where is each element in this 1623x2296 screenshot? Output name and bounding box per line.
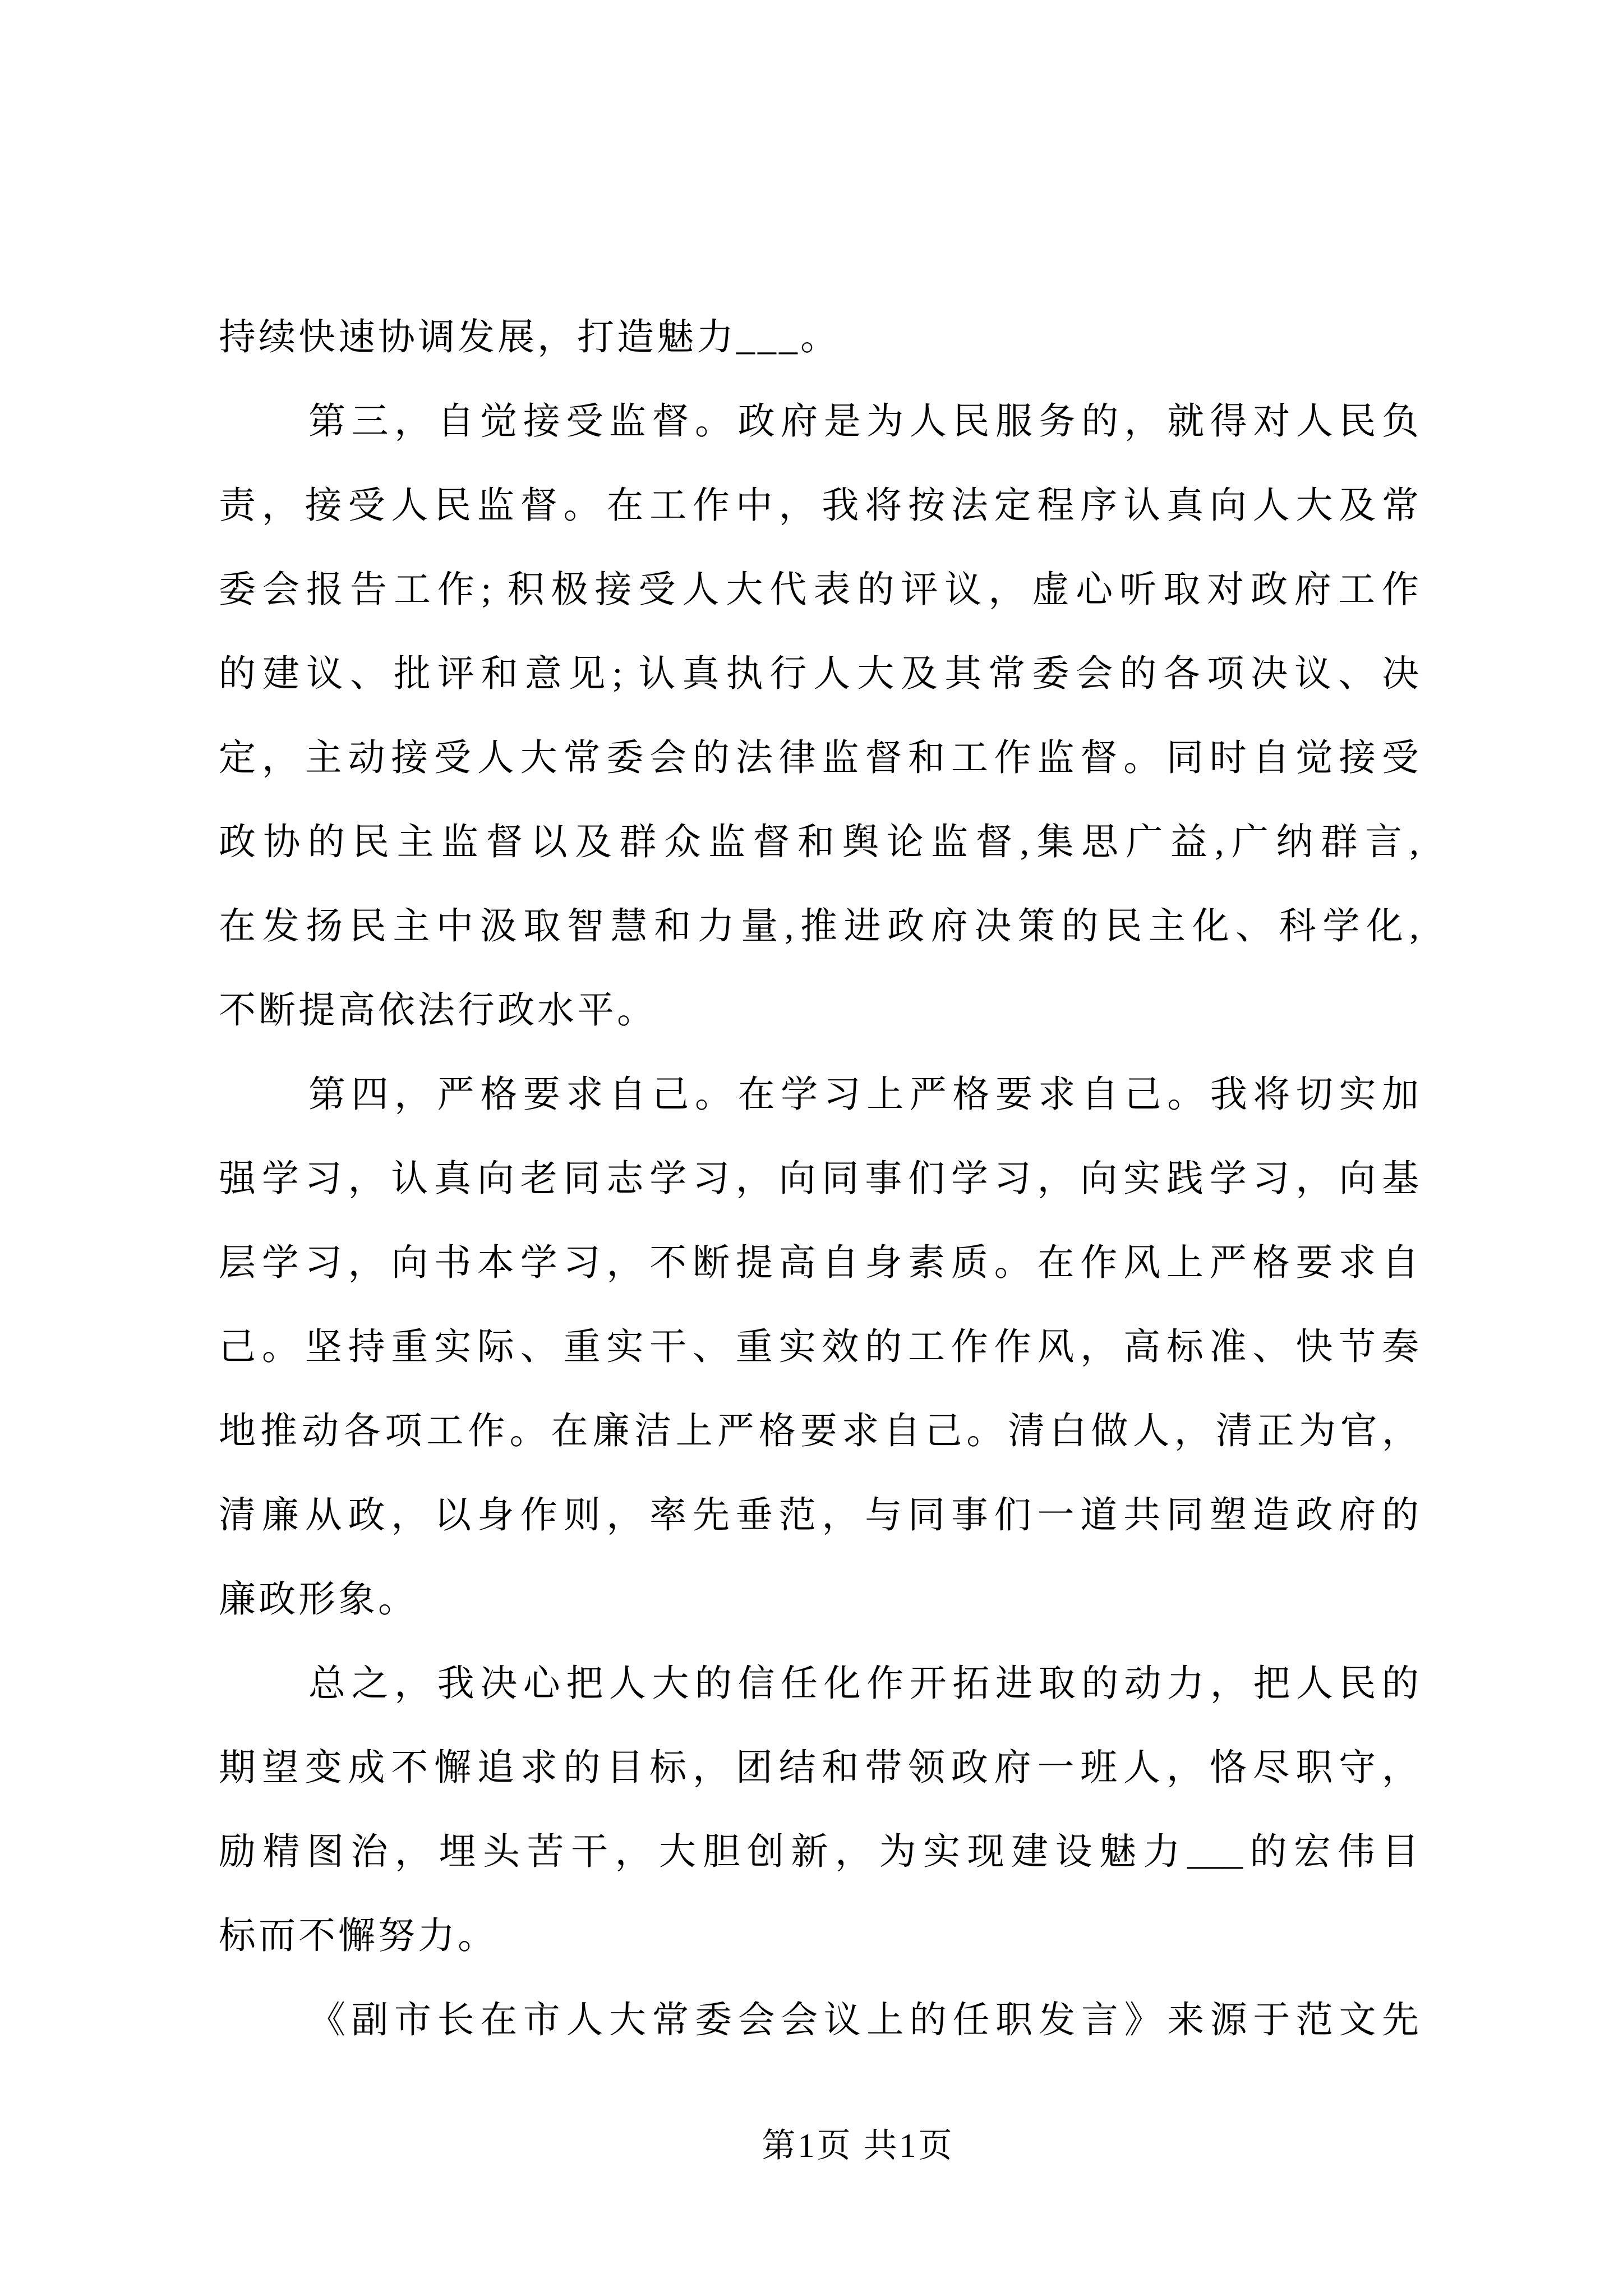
text-line: 第四，严格要求自己。在学习上严格要求自己。我将切实加: [308, 1074, 1419, 1115]
page-number-label: 第1页 共1页: [762, 2127, 955, 2164]
text-line: 标而不懈努力。: [219, 1916, 497, 1957]
text-line: 己。坚持重实际、重实干、重实效的工作作风，高标准、快节奏: [219, 1327, 1419, 1368]
text-line: 定，主动接受人大常委会的法律监督和工作监督。同时自觉接受: [219, 738, 1419, 779]
text-line: 地推动各项工作。在廉洁上严格要求自己。清白做人，清正为官，: [219, 1411, 1419, 1452]
text-line: 清廉从政，以身作则，率先垂范，与同事们一道共同塑造政府的: [219, 1495, 1419, 1536]
text-line: 层学习，向书本学习，不断提高自身素质。在作风上严格要求自: [219, 1243, 1419, 1283]
text-line: 在发扬民主中汲取智慧和力量,推进政府决策的民主化、科学化,: [219, 906, 1419, 947]
text-line: 《副市长在市人大常委会会议上的任职发言》来源于范文先: [308, 2000, 1419, 2041]
text-line: 期望变成不懈追求的目标，团结和带领政府一班人，恪尽职守，: [219, 1747, 1419, 1788]
text-line: 持续快速协调发展，打造魅力___。: [219, 317, 840, 358]
document-body: [219, 296, 1419, 2063]
text-line: 委会报告工作; 积极接受人大代表的评议，虚心听取对政府工作: [219, 569, 1419, 610]
text-line: 责，接受人民监督。在工作中，我将按法定程序认真向人大及常: [219, 485, 1419, 526]
text-line: 廉政形象。: [219, 1579, 418, 1620]
text-line: 总之，我决心把人大的信任化作开拓进取的动力，把人民的: [308, 1663, 1419, 1704]
text-line: 不断提高依法行政水平。: [219, 990, 657, 1031]
text-line: 政协的民主监督以及群众监督和舆论监督,集思广益,广纳群言,: [219, 822, 1419, 863]
page-footer: [762, 2126, 955, 2165]
text-line: 的建议、批评和意见; 认真执行人大及其常委会的各项决议、决: [219, 654, 1419, 694]
text-line: 强学习，认真向老同志学习，向同事们学习，向实践学习，向基: [219, 1158, 1419, 1199]
text-line: 励精图治，埋头苦干，大胆创新，为实现建设魅力___的宏伟目: [219, 1832, 1419, 1872]
text-line: 第三，自觉接受监督。政府是为人民服务的，就得对人民负: [308, 401, 1419, 442]
